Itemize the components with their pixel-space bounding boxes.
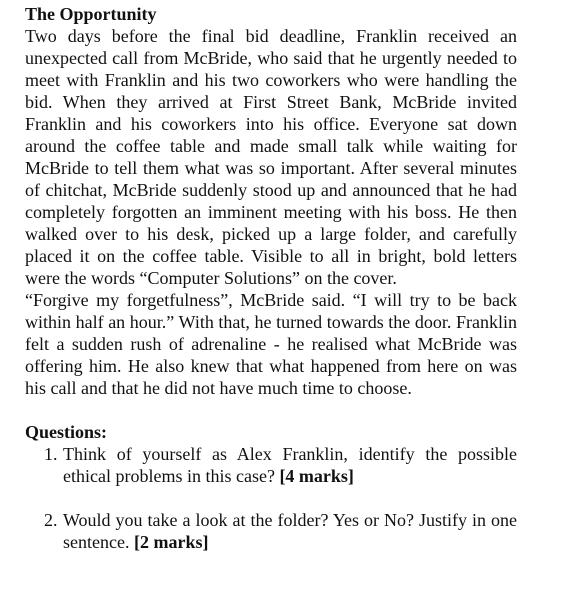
question-marks: [4 marks] (279, 466, 354, 486)
question-number: 1. (44, 444, 58, 464)
questions-list (25, 443, 517, 553)
story-paragraph-2: “Forgive my forgetfulness”, McBride said. “I will try to be back within half an hour.” With that, he turned towards the door. Franklin felt a sudden rush of adrenaline - he realised what McBride was offering him. He also knew that what happened from here on was his call and that he did not have much time to choose. (25, 290, 517, 398)
question-text: Think of yourself as Alex Franklin, identify the possible ethical problems in this case? (63, 444, 517, 486)
question-item-1 (25, 443, 517, 487)
document-page (25, 0, 517, 553)
question-marks: [2 marks] (133, 532, 209, 552)
question-item-2 (25, 509, 517, 553)
question-text: Would you take a look at the folder? Yes or No? Justify in one sentence. (63, 510, 517, 552)
story-paragraph-1: Two days before the final bid deadline, Franklin received an unexpected call from McBride, who said that he urgently needed to meet with Franklin and his two coworkers who were handling the bid. When they arrived at First Street Bank, McBride invited Franklin and his coworkers into his office. Everyone sat down around the coffee table and made small talk while waiting for McBride to tell them what was so important. After several minutes of chitchat, McBride suddenly stood up and announced that he had completely forgotten an imminent meeting with his boss. He then walked over to his desk, picked up a large folder, and carefully placed it on the coffee table. Visible to all in bright, bold letters were the words “Computer Solutions” on the cover. (25, 26, 517, 288)
section-title: The Opportunity (25, 4, 157, 24)
questions-heading: Questions: (25, 422, 108, 442)
question-number: 2. (44, 510, 58, 530)
